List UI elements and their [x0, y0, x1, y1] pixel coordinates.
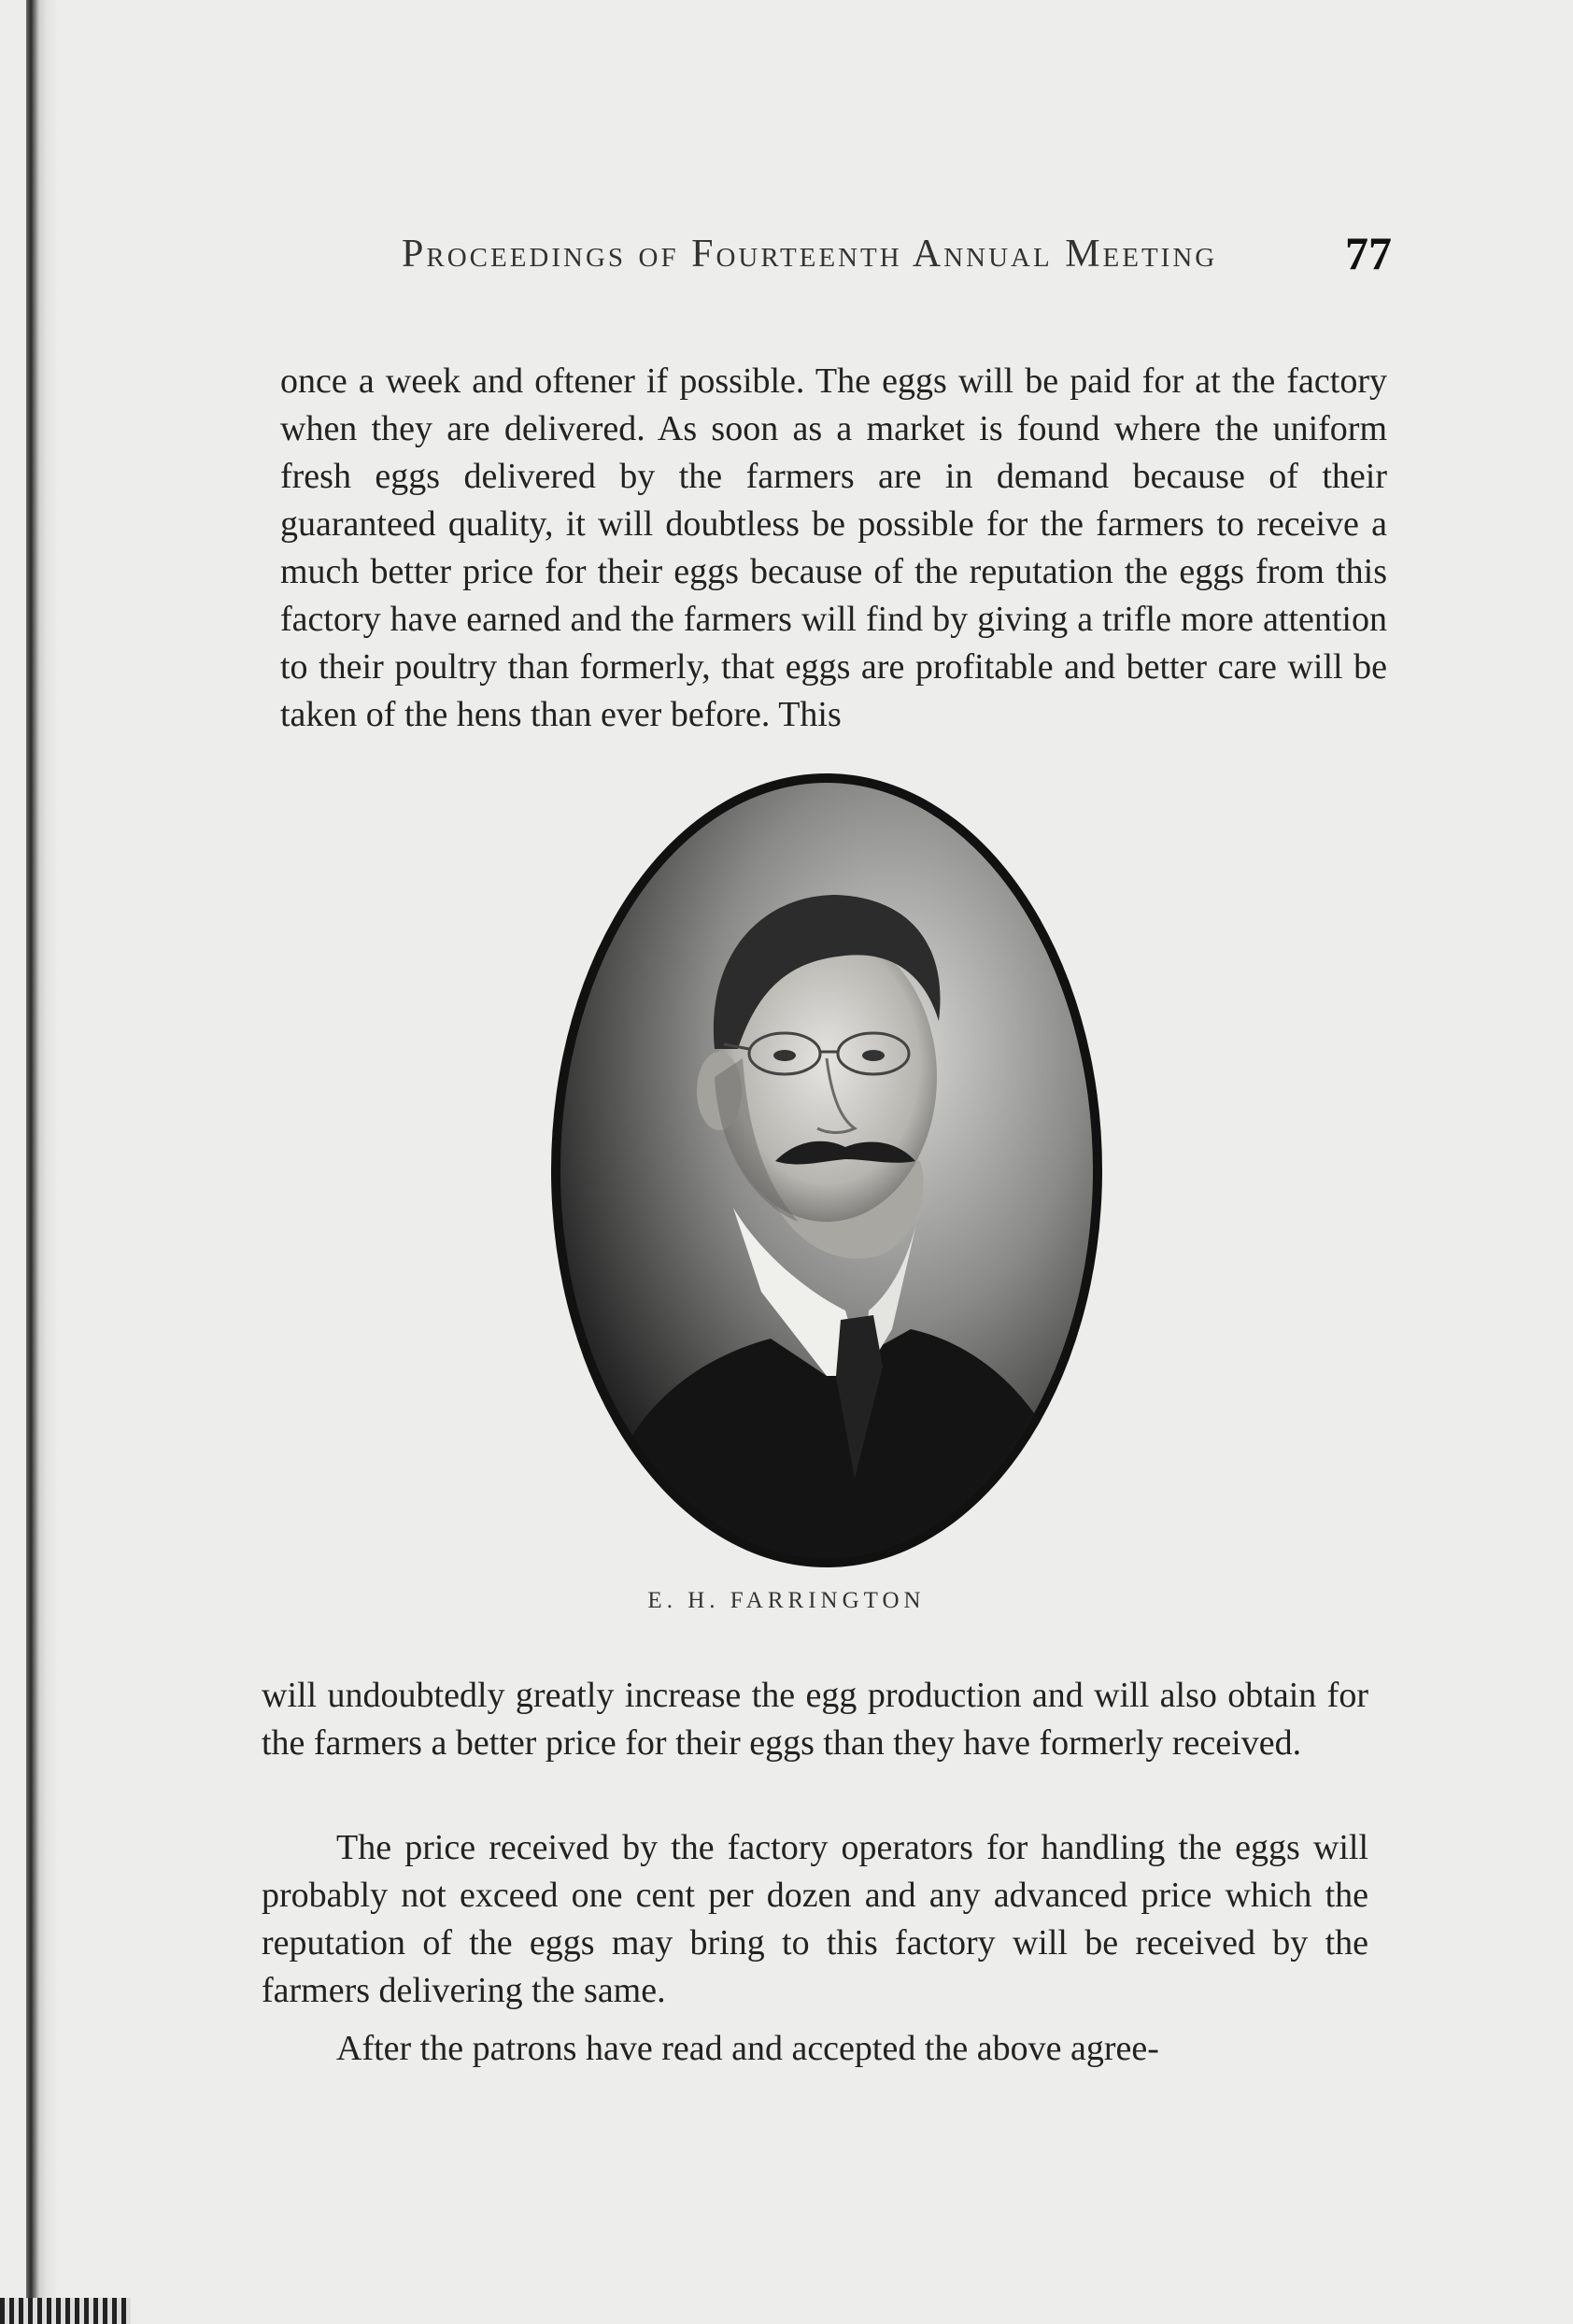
body-paragraph-1: once a week and oftener if possible. The eggs will be paid for at the factory when they are delivered. As soon as a market is found where the uniform fresh eggs delivered by the farmers are in demand because of their guaranteed quality, it will doubtless be possible for the farmers to receive a much better price for their eggs because of the reputation the eggs from this factory have earned and the farmers will find by giving a trifle more attention to their poultry than formerly, that eggs are profitable and better care will be taken of the hens than ever before. This [280, 361, 1387, 734]
book-binding-stitching [0, 2298, 131, 2324]
body-paragraph-4: After the patrons have read and accepted the above agree- [336, 2029, 1159, 2068]
portrait-illustration [546, 769, 1107, 1572]
book-binding-edge [26, 0, 58, 2324]
page-header [402, 226, 1392, 282]
page-number: 77 [1345, 227, 1392, 279]
body-paragraph-3: The price received by the factory operators for handling the eggs will probably not exceed one cent per dozen and any advanced price which the reputation of the eggs may bring to this factory will be received by the farmers delivering the same. [262, 1828, 1368, 2010]
portrait-caption: E. H. FARRINGTON [647, 1588, 926, 1613]
running-head: Proceedings of Fourteenth Annual Meeting [402, 233, 1218, 276]
body-paragraph-2: will undoubtedly greatly increase the egg production and will also obtain for the farmers a better price for their eggs than they have formerly received. [262, 1676, 1368, 1763]
portrait-photo [546, 769, 1107, 1577]
